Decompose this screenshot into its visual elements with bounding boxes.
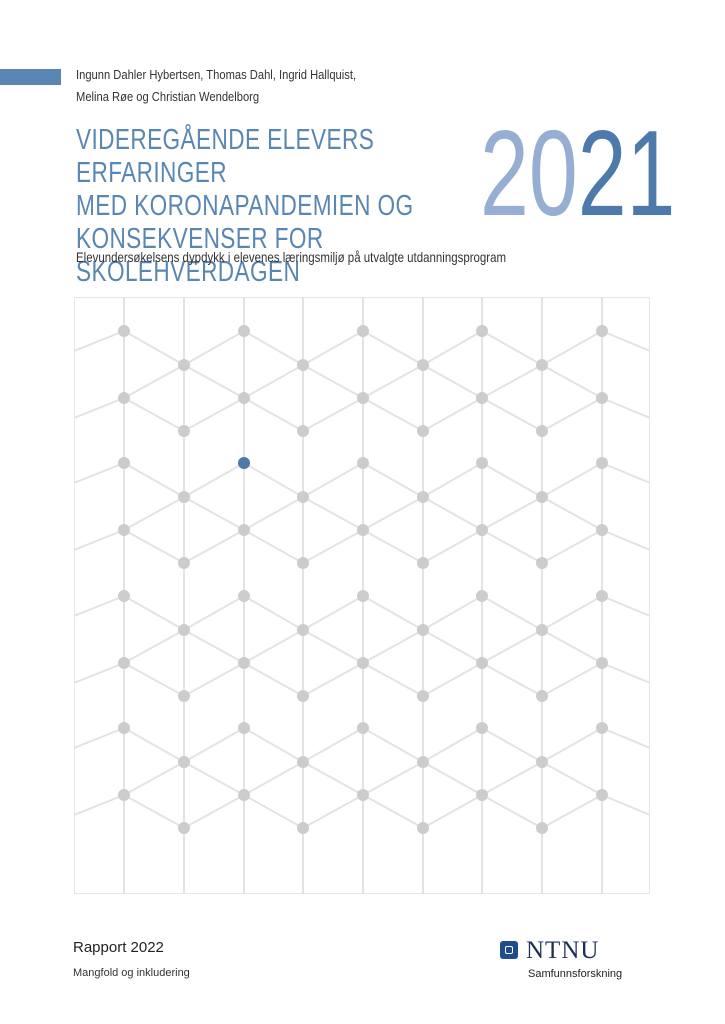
pattern-node [238,392,250,404]
pattern-node [417,491,429,503]
pattern-line [423,762,482,795]
pattern-node [178,624,190,636]
pattern-node [536,557,548,569]
pattern-node [476,722,488,734]
pattern-line [542,497,602,530]
pattern-line [124,365,184,398]
pattern-line [423,795,482,828]
pattern-line [184,762,244,795]
pattern-line [303,497,363,530]
pattern-line [423,331,482,365]
pattern-line [482,530,542,563]
pattern-node [297,756,309,768]
pattern-line [74,463,124,483]
pattern-node [476,392,488,404]
pattern-line [602,463,650,483]
ntnu-logo [500,938,640,988]
pattern-node [238,524,250,536]
pattern-line [542,398,602,431]
pattern-node [417,822,429,834]
pattern-node [596,590,608,602]
logo-wordmark: NTNU [526,937,600,964]
pattern-node [417,624,429,636]
pattern-line [74,596,124,616]
pattern-node [417,756,429,768]
report-year [480,105,676,241]
pattern-line [482,497,542,530]
pattern-line [482,795,542,828]
pattern-line [542,728,602,762]
pattern-line [423,663,482,696]
pattern-line [303,728,363,762]
pattern-line [124,762,184,795]
pattern-line [542,795,602,828]
pattern-node [118,457,130,469]
pattern-line [74,795,124,815]
report-series: Mangfold og inkludering [73,967,190,979]
pattern-line [303,463,363,497]
pattern-line [184,663,244,696]
pattern-line [303,530,363,563]
pattern-line [124,331,184,365]
pattern-node [596,789,608,801]
pattern-line [542,630,602,663]
pattern-node [357,590,369,602]
pattern-node [476,325,488,337]
pattern-line [482,365,542,398]
ntnu-mark-icon [500,941,518,959]
pattern-line [184,398,244,431]
pattern-line [244,530,303,563]
pattern-node [357,457,369,469]
pattern-line [184,728,244,762]
pattern-node [536,359,548,371]
pattern-line [303,331,363,365]
pattern-line [124,663,184,696]
accent-bar [0,69,61,85]
pattern-line [363,663,423,696]
pattern-line [244,762,303,795]
pattern-line [74,728,124,748]
pattern-line [363,630,423,663]
title-line-1: VIDEREGÅENDE ELEVERS ERFARINGER [76,124,375,189]
pattern-node [417,359,429,371]
title-line-3: KONSEKVENSER FOR SKOLEHVERDAGEN [76,223,324,288]
pattern-line [124,795,184,828]
pattern-line [184,596,244,630]
year-part-2: 21 [577,105,676,241]
pattern-line [303,398,363,431]
pattern-line [184,497,244,530]
pattern-node [178,425,190,437]
pattern-node [238,789,250,801]
pattern-line [244,663,303,696]
pattern-line [303,630,363,663]
pattern-node [178,557,190,569]
pattern-line [482,331,542,365]
pattern-line [423,630,482,663]
pattern-node [118,789,130,801]
logo-subtitle: Samfunnsforskning [528,968,623,980]
pattern-line [244,497,303,530]
pattern-line [423,728,482,762]
pattern-line [303,663,363,696]
pattern-line [363,463,423,497]
pattern-node [297,359,309,371]
pattern-line [542,596,602,630]
pattern-node [536,491,548,503]
pattern-node [238,457,250,469]
pattern-line [602,663,650,683]
pattern-line [423,365,482,398]
pattern-line [244,463,303,497]
pattern-line [124,530,184,563]
pattern-node [178,491,190,503]
pattern-node [238,657,250,669]
authors-line-2: Melina Røe og Christian Wendelborg [76,89,260,104]
pattern-line [184,530,244,563]
pattern-line [542,663,602,696]
pattern-node [297,425,309,437]
pattern-node [357,657,369,669]
pattern-line [244,596,303,630]
pattern-line [482,663,542,696]
pattern-line [542,530,602,563]
pattern-line [184,331,244,365]
pattern-line [244,795,303,828]
pattern-node [357,524,369,536]
pattern-line [482,630,542,663]
pattern-line [363,762,423,795]
pattern-line [423,530,482,563]
pattern-node [238,722,250,734]
pattern-node [297,822,309,834]
pattern-line [184,630,244,663]
pattern-node [596,457,608,469]
pattern-line [542,331,602,365]
pattern-node [536,624,548,636]
pattern-node [118,722,130,734]
pattern-line [244,331,303,365]
report-number: Rapport 2022 [73,939,164,956]
pattern-node [476,657,488,669]
pattern-node [297,557,309,569]
pattern-node [238,590,250,602]
pattern-line [74,398,124,418]
pattern-node [476,789,488,801]
pattern-line [363,795,423,828]
pattern-node [357,789,369,801]
pattern-node [476,524,488,536]
pattern-node [238,325,250,337]
pattern-line [602,795,650,815]
pattern-line [363,596,423,630]
pattern-node [118,325,130,337]
pattern-node [178,359,190,371]
pattern-line [423,596,482,630]
pattern-node [596,325,608,337]
pattern-line [542,365,602,398]
pattern-line [602,530,650,550]
pattern-line [602,398,650,418]
pattern-line [303,596,363,630]
pattern-line [124,463,184,497]
pattern-line [423,497,482,530]
pattern-node [118,590,130,602]
pattern-line [542,463,602,497]
pattern-node [536,425,548,437]
pattern-line [303,762,363,795]
pattern-line [303,365,363,398]
pattern-node [536,690,548,702]
pattern-line [423,398,482,431]
pattern-node [357,722,369,734]
year-part-1: 20 [480,105,578,241]
pattern-line [124,630,184,663]
pattern-node [178,690,190,702]
pattern-line [184,463,244,497]
pattern-line [303,795,363,828]
pattern-node [596,657,608,669]
pattern-node [178,756,190,768]
pattern-node [536,756,548,768]
pattern-node [476,457,488,469]
pattern-line [363,365,423,398]
pattern-line [124,596,184,630]
pattern-line [482,596,542,630]
authors-line-1: Ingunn Dahler Hybertsen, Thomas Dahl, Ingrid Hallquist, [76,67,357,82]
pattern-line [482,463,542,497]
pattern-line [124,398,184,431]
pattern-node [476,590,488,602]
pattern-node [357,392,369,404]
pattern-line [363,497,423,530]
pattern-line [244,728,303,762]
pattern-line [602,596,650,616]
pattern-line [542,762,602,795]
pattern-node [118,392,130,404]
pattern-node [417,425,429,437]
pattern-node [596,524,608,536]
pattern-node [297,624,309,636]
pattern-line [482,728,542,762]
pattern-line [363,331,423,365]
report-subtitle: Elevundersøkelsens dypdykk i elevenes læringsmiljø på utvalgte utdanningsprogram [76,249,507,265]
pattern-node [118,524,130,536]
pattern-line [244,365,303,398]
pattern-node [417,690,429,702]
cover-pattern [74,297,650,894]
pattern-line [482,762,542,795]
pattern-node [596,722,608,734]
pattern-node [357,325,369,337]
pattern-node [118,657,130,669]
authors [76,64,437,108]
pattern-node [297,491,309,503]
pattern-node [178,822,190,834]
pattern-node [417,557,429,569]
pattern-line [423,463,482,497]
pattern-line [482,398,542,431]
pattern-line [74,331,124,351]
pattern-line [74,663,124,683]
pattern-line [244,398,303,431]
pattern-line [74,530,124,550]
pattern-line [184,795,244,828]
pattern-line [363,530,423,563]
pattern-line [124,497,184,530]
pattern-node [536,822,548,834]
pattern-node [596,392,608,404]
pattern-line [124,728,184,762]
pattern-line [244,630,303,663]
pattern-line [184,365,244,398]
pattern-node [297,690,309,702]
title-line-2: MED KORONAPANDEMIEN OG [76,190,414,222]
pattern-line [602,331,650,351]
pattern-line [602,728,650,748]
pattern-line [363,398,423,431]
pattern-line [363,728,423,762]
